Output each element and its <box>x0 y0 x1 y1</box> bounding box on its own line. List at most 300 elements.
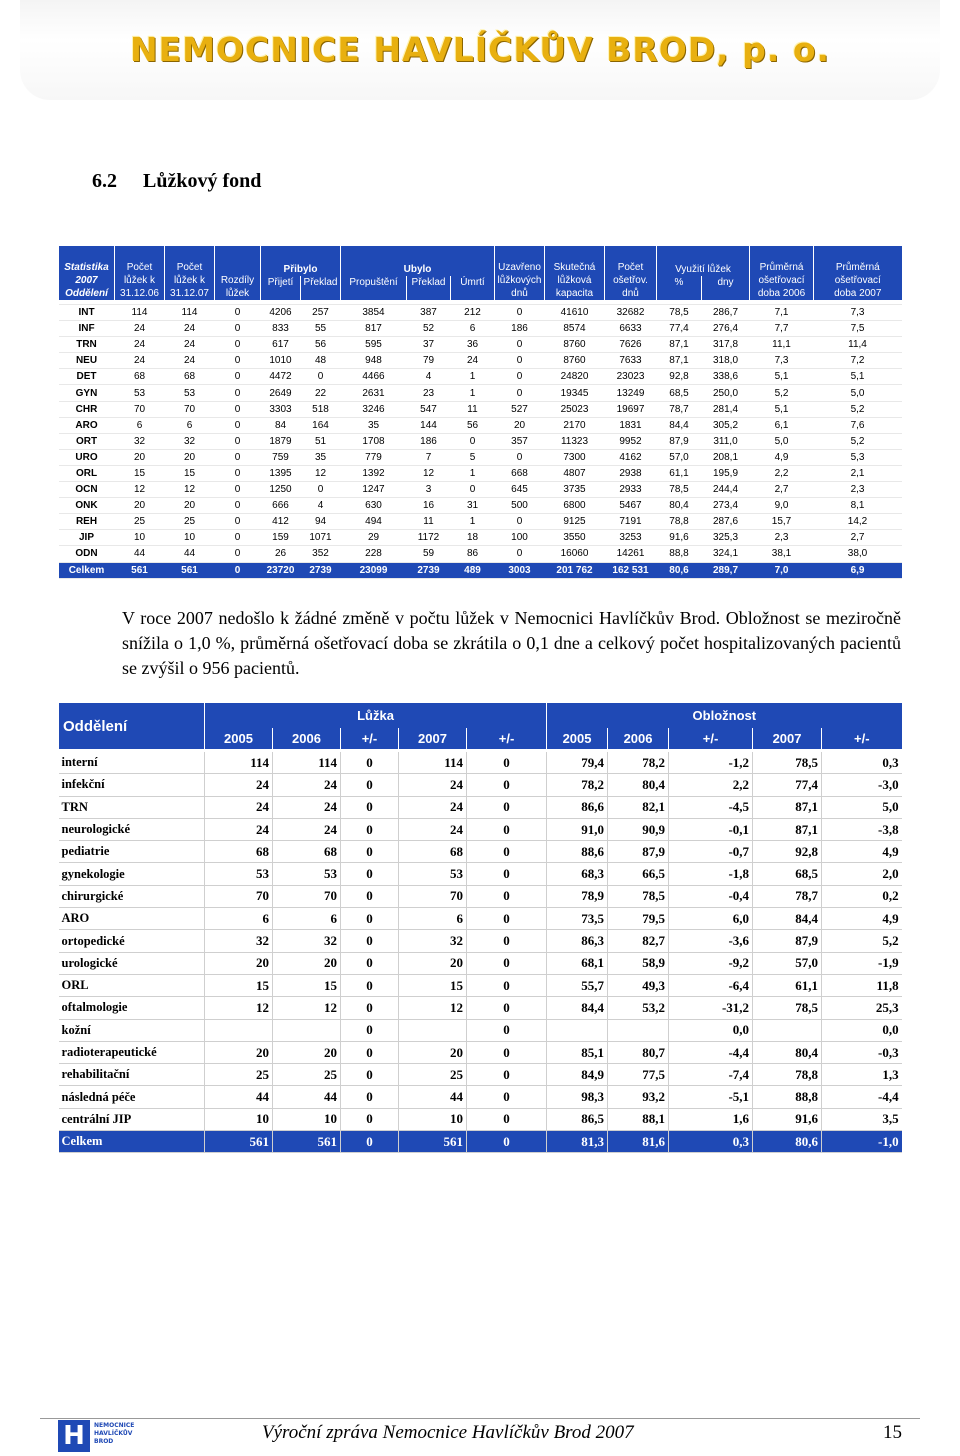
table-cell: 6 <box>273 908 341 930</box>
table-cell: 78,5 <box>753 752 822 774</box>
table-cell: 1395 <box>261 465 301 481</box>
table-cell: 56 <box>301 337 341 353</box>
table-cell: 90,9 <box>608 818 669 840</box>
table-row <box>59 1086 902 1108</box>
table-cell: 0 <box>215 369 261 385</box>
table-cell: 12 <box>115 482 165 498</box>
table-row <box>59 885 902 907</box>
table-cell: 24 <box>115 321 165 337</box>
table-cell: 2,1 <box>814 465 902 481</box>
table-cell: 77,4 <box>657 321 702 337</box>
table-cell: 19697 <box>605 401 657 417</box>
table-cell: 20 <box>165 449 215 465</box>
table-cell: 13249 <box>605 385 657 401</box>
table-cell: 88,1 <box>608 1108 669 1130</box>
hospital-logo-icon: H <box>58 1420 90 1452</box>
table-cell <box>547 1019 608 1041</box>
table-cell: 24 <box>115 337 165 353</box>
table-cell: 352 <box>301 546 341 562</box>
table-cell: 20 <box>205 952 273 974</box>
table-cell: 44 <box>205 1086 273 1108</box>
table-cell: 0 <box>467 1041 547 1063</box>
table-cell: 645 <box>495 482 545 498</box>
table-cell: 2938 <box>605 465 657 481</box>
table-cell: 38,0 <box>814 546 902 562</box>
table-cell: 78,7 <box>753 885 822 907</box>
table-cell: 8,1 <box>814 498 902 514</box>
th-skutecna-kapacita: Skutečná lůžková kapacita <box>545 246 605 300</box>
th-subheader: 2005 <box>547 728 608 749</box>
table-cell: 57,0 <box>753 952 822 974</box>
th-subheader: 2006 <box>608 728 669 749</box>
table-cell: 2,2 <box>669 774 753 796</box>
table-cell: 24 <box>273 796 341 818</box>
table-cell: 7,5 <box>814 321 902 337</box>
table-cell: 3 <box>407 482 451 498</box>
table-cell: 19345 <box>545 385 605 401</box>
table-cell: 195,9 <box>702 465 750 481</box>
table-cell: 25 <box>115 514 165 530</box>
table-cell: 779 <box>341 449 407 465</box>
table-cell: 6,0 <box>669 908 753 930</box>
th-propusteni: Propuštění <box>341 276 407 300</box>
table-cell: 7,3 <box>814 305 902 321</box>
table-cell: 84,4 <box>753 908 822 930</box>
table-cell: 2,7 <box>750 482 814 498</box>
row-label: rehabilitační <box>59 1064 205 1086</box>
table-cell: 23023 <box>605 369 657 385</box>
table-cell: 79 <box>407 353 451 369</box>
table-cell: 86 <box>451 546 495 562</box>
table-row <box>59 841 902 863</box>
table-cell: 91,0 <box>547 818 608 840</box>
table-cell: 32 <box>273 930 341 952</box>
table-cell <box>608 1019 669 1041</box>
table-cell: 561 <box>273 1131 341 1153</box>
table-cell: 0 <box>341 1041 399 1063</box>
table-row <box>59 930 902 952</box>
table-row <box>59 1064 902 1086</box>
table-cell: 0 <box>495 353 545 369</box>
th-subheader: +/- <box>341 728 399 749</box>
table-cell: 0 <box>215 465 261 481</box>
table-cell: 5 <box>451 449 495 465</box>
table-cell: 0 <box>467 818 547 840</box>
table-cell: 2,0 <box>822 863 902 885</box>
table-cell: 20 <box>205 1041 273 1063</box>
table-row <box>59 997 902 1019</box>
table-cell: 0 <box>341 974 399 996</box>
table-cell: 1247 <box>341 482 407 498</box>
table-cell: 0 <box>467 1131 547 1153</box>
table-cell: 311,0 <box>702 433 750 449</box>
table-cell: 3253 <box>605 530 657 546</box>
table-row <box>59 546 902 562</box>
table-cell: 58,9 <box>608 952 669 974</box>
table-cell: 38,1 <box>750 546 814 562</box>
table-cell: 7633 <box>605 353 657 369</box>
table-cell: 0 <box>215 562 261 578</box>
table-cell: 24 <box>205 796 273 818</box>
th-osetrovacich-dnu: Počet ošetřov. dnů <box>605 246 657 300</box>
th-oddeleni: Oddělení <box>59 703 205 749</box>
banner-title: NEMOCNICE HAVLÍČKŮV BROD, p. o. <box>129 30 831 69</box>
table-cell: 0 <box>215 546 261 562</box>
occupancy-table <box>58 703 901 1153</box>
table-cell: 10 <box>205 1108 273 1130</box>
table-cell: 9125 <box>545 514 605 530</box>
table-cell: 77,5 <box>608 1064 669 1086</box>
table-cell: 92,8 <box>753 841 822 863</box>
table-cell: 35 <box>301 449 341 465</box>
table-cell: 15,7 <box>750 514 814 530</box>
table-cell: 0,0 <box>669 1019 753 1041</box>
th-umrti: Úmrtí <box>451 276 495 300</box>
table-cell: 24 <box>399 774 467 796</box>
table-cell: 91,6 <box>657 530 702 546</box>
table-cell: 9952 <box>605 433 657 449</box>
table-cell: 80,4 <box>753 1041 822 1063</box>
table-cell: 44 <box>165 546 215 562</box>
table-cell: 0 <box>467 774 547 796</box>
table-cell: 20 <box>399 1041 467 1063</box>
table-cell: 20 <box>273 952 341 974</box>
table-cell: 0 <box>341 1064 399 1086</box>
table-cell: 2,3 <box>750 530 814 546</box>
table-cell: 51 <box>301 433 341 449</box>
table-cell: 68,5 <box>657 385 702 401</box>
table-cell: 0 <box>215 417 261 433</box>
row-label: TRN <box>59 796 205 818</box>
row-label: ORL <box>59 465 115 481</box>
table-cell: -1,9 <box>822 952 902 974</box>
table-cell: 86,5 <box>547 1108 608 1130</box>
table-cell: 0 <box>467 796 547 818</box>
th-subheader: 2007 <box>399 728 467 749</box>
table-cell <box>399 1019 467 1041</box>
table-cell: 0 <box>467 752 547 774</box>
table-cell: 32 <box>205 930 273 952</box>
table-cell: 0 <box>341 752 399 774</box>
table-cell: -4,5 <box>669 796 753 818</box>
table-cell: 12 <box>399 997 467 1019</box>
table-row <box>59 401 902 417</box>
table-cell: 53 <box>399 863 467 885</box>
table-cell: -0,4 <box>669 885 753 907</box>
table-cell: 24 <box>205 818 273 840</box>
table-cell: 0 <box>341 1108 399 1130</box>
table-cell: 7,3 <box>750 353 814 369</box>
table-cell: 24 <box>115 353 165 369</box>
table-cell: 0 <box>215 337 261 353</box>
th-prijeti: Přijetí <box>261 276 301 300</box>
table-cell: 4,9 <box>822 908 902 930</box>
table-cell: 2,2 <box>750 465 814 481</box>
table-cell: 289,7 <box>702 562 750 578</box>
table-cell: 87,1 <box>657 337 702 353</box>
row-label: Celkem <box>59 1131 205 1153</box>
table-cell: -5,1 <box>669 1086 753 1108</box>
table-cell: 11,1 <box>750 337 814 353</box>
table-cell: 412 <box>261 514 301 530</box>
hospital-logo-text: NEMOCNICE HAVLÍČKŮV BROD <box>94 1422 135 1445</box>
table-cell: -1,0 <box>822 1131 902 1153</box>
table-cell: 305,2 <box>702 417 750 433</box>
table-cell: 87,1 <box>753 818 822 840</box>
table-cell: 4162 <box>605 449 657 465</box>
row-label: pediatrie <box>59 841 205 863</box>
table-cell: 0 <box>341 1086 399 1108</box>
table-cell: -1,8 <box>669 863 753 885</box>
row-label: ARO <box>59 908 205 930</box>
table-cell: 0 <box>341 796 399 818</box>
table-cell: 6 <box>205 908 273 930</box>
table-cell: 0 <box>341 908 399 930</box>
table-cell: 1 <box>451 514 495 530</box>
table-row <box>59 498 902 514</box>
row-label: Celkem <box>59 562 115 578</box>
table-row <box>59 974 902 996</box>
table-cell: 0 <box>495 514 545 530</box>
row-label: NEU <box>59 353 115 369</box>
table-cell: 0 <box>467 1064 547 1086</box>
table-cell: 20 <box>495 417 545 433</box>
table-cell: 44 <box>115 546 165 562</box>
table-cell: 0 <box>341 997 399 1019</box>
table-cell: 2631 <box>341 385 407 401</box>
table-cell: -0,7 <box>669 841 753 863</box>
table-cell: 244,4 <box>702 482 750 498</box>
table-cell: 201 762 <box>545 562 605 578</box>
statistics-table <box>58 246 901 579</box>
table-cell: 0 <box>341 885 399 907</box>
table-cell: 25 <box>205 1064 273 1086</box>
table-row <box>59 465 902 481</box>
summary-paragraph <box>58 606 901 681</box>
table-cell: 0 <box>467 952 547 974</box>
row-label: interní <box>59 752 205 774</box>
table-cell: 2,3 <box>814 482 902 498</box>
table-cell: 29 <box>341 530 407 546</box>
table-cell: 0 <box>495 305 545 321</box>
table-cell: 0 <box>467 997 547 1019</box>
table-row <box>59 305 902 321</box>
table-cell: 6 <box>165 417 215 433</box>
table-cell: 186 <box>495 321 545 337</box>
table-cell: 144 <box>407 417 451 433</box>
table-row <box>59 353 902 369</box>
table-cell: 80,4 <box>657 498 702 514</box>
th-subheader: 2006 <box>273 728 341 749</box>
row-label: INT <box>59 305 115 321</box>
table-cell: 0 <box>341 930 399 952</box>
table-cell: 20 <box>115 498 165 514</box>
table-cell: 325,3 <box>702 530 750 546</box>
table-row <box>59 385 902 401</box>
table-cell: 0 <box>215 449 261 465</box>
table-cell: 53 <box>205 863 273 885</box>
table-cell: 3735 <box>545 482 605 498</box>
table-cell: -4,4 <box>822 1086 902 1108</box>
table-cell: 23099 <box>341 562 407 578</box>
row-label: ONK <box>59 498 115 514</box>
table-cell: 0 <box>451 433 495 449</box>
table-cell: 25 <box>399 1064 467 1086</box>
table-cell: 1 <box>451 369 495 385</box>
table-cell: 20 <box>273 1041 341 1063</box>
table-cell: 15 <box>115 465 165 481</box>
table-cell: 6 <box>451 321 495 337</box>
table-cell: 24 <box>165 353 215 369</box>
table-cell: 0 <box>467 841 547 863</box>
table-cell: 20 <box>399 952 467 974</box>
table-cell: 66,5 <box>608 863 669 885</box>
table-cell: 14,2 <box>814 514 902 530</box>
table-cell: 7191 <box>605 514 657 530</box>
table-cell: 10 <box>165 530 215 546</box>
table-cell: 5467 <box>605 498 657 514</box>
table-cell: -3,6 <box>669 930 753 952</box>
header-banner <box>20 0 940 100</box>
table-row <box>59 433 902 449</box>
table-cell: 4206 <box>261 305 301 321</box>
table-cell: 6,9 <box>814 562 902 578</box>
table-cell: 6800 <box>545 498 605 514</box>
table-cell: 0 <box>215 385 261 401</box>
table-cell: 41610 <box>545 305 605 321</box>
table-row <box>59 1041 902 1063</box>
table-cell: 833 <box>261 321 301 337</box>
table-cell: 68 <box>115 369 165 385</box>
table-row <box>59 417 902 433</box>
table-cell: 317,8 <box>702 337 750 353</box>
table-cell: 0 <box>467 908 547 930</box>
table-cell: 617 <box>261 337 301 353</box>
table-cell <box>753 1019 822 1041</box>
table-cell: 87,9 <box>753 930 822 952</box>
table-cell: 1392 <box>341 465 407 481</box>
table-cell: 4472 <box>261 369 301 385</box>
table-cell: 5,0 <box>822 796 902 818</box>
table-cell: -7,4 <box>669 1064 753 1086</box>
table-cell: 3303 <box>261 401 301 417</box>
table-cell: 24 <box>399 796 467 818</box>
table-cell: 0 <box>341 1019 399 1041</box>
table-cell: 11323 <box>545 433 605 449</box>
table-cell: 98,3 <box>547 1086 608 1108</box>
table-cell: 32682 <box>605 305 657 321</box>
table-cell: 5,0 <box>750 433 814 449</box>
table-cell: 12 <box>205 997 273 1019</box>
table-cell: 5,1 <box>750 401 814 417</box>
table-cell: 61,1 <box>753 974 822 996</box>
table-cell: 0 <box>467 930 547 952</box>
table-cell: 15 <box>399 974 467 996</box>
table-cell: 70 <box>273 885 341 907</box>
table-cell: 94 <box>301 514 341 530</box>
table-cell: 1250 <box>261 482 301 498</box>
row-label: neurologické <box>59 818 205 840</box>
table-cell: 11 <box>451 401 495 417</box>
row-label: DET <box>59 369 115 385</box>
table-cell: 0,3 <box>669 1131 753 1153</box>
table-cell: 68 <box>205 841 273 863</box>
table-cell: 24 <box>451 353 495 369</box>
table-cell: 78,2 <box>608 752 669 774</box>
table-cell: 1 <box>451 465 495 481</box>
th-pocet-2006: Počet lůžek k 31.12.06 <box>115 246 165 300</box>
table-cell: 78,5 <box>753 997 822 1019</box>
th-subheader: 2005 <box>205 728 273 749</box>
table-cell: 948 <box>341 353 407 369</box>
table-cell: 286,7 <box>702 305 750 321</box>
table-cell: 257 <box>301 305 341 321</box>
table-cell: 3,5 <box>822 1108 902 1130</box>
table-row <box>59 752 902 774</box>
table-cell: 32 <box>115 433 165 449</box>
table-row <box>59 1019 902 1041</box>
table-row <box>59 337 902 353</box>
row-label: GYN <box>59 385 115 401</box>
th-dny: dny <box>702 276 750 300</box>
table-cell: 0 <box>495 449 545 465</box>
table-cell: 2170 <box>545 417 605 433</box>
table-cell: 287,6 <box>702 514 750 530</box>
table-row <box>59 321 902 337</box>
row-label: ARO <box>59 417 115 433</box>
section-number: 6.2 <box>92 170 117 192</box>
table-cell: 0 <box>451 482 495 498</box>
table-cell: 44 <box>399 1086 467 1108</box>
table-cell: 48 <box>301 353 341 369</box>
table-cell: 53 <box>273 863 341 885</box>
table-cell: 0 <box>215 321 261 337</box>
table-cell: 1010 <box>261 353 301 369</box>
table-cell: 84,4 <box>657 417 702 433</box>
table-cell: 1,3 <box>822 1064 902 1086</box>
table-cell: 18 <box>451 530 495 546</box>
th-preklad-in: Překlad <box>301 276 341 300</box>
table-row <box>59 530 902 546</box>
page-number: 15 <box>883 1422 902 1443</box>
table-cell: 87,1 <box>657 353 702 369</box>
table-cell: 16 <box>407 498 451 514</box>
table-cell: 80,7 <box>608 1041 669 1063</box>
table-cell: 78,8 <box>657 514 702 530</box>
table-cell: 114 <box>273 752 341 774</box>
table-cell: 26 <box>261 546 301 562</box>
table-cell: 70 <box>399 885 467 907</box>
table-cell: 68 <box>399 841 467 863</box>
table-cell: 4 <box>301 498 341 514</box>
table-cell: 100 <box>495 530 545 546</box>
table-cell: 6 <box>115 417 165 433</box>
table-cell: 10 <box>115 530 165 546</box>
table-cell: 68 <box>273 841 341 863</box>
table-cell: 16060 <box>545 546 605 562</box>
table-cell: 3854 <box>341 305 407 321</box>
table-cell: 79,5 <box>608 908 669 930</box>
table-cell: 81,3 <box>547 1131 608 1153</box>
table-cell: 12 <box>407 465 451 481</box>
table-cell: 1 <box>451 385 495 401</box>
table-cell: 0 <box>495 369 545 385</box>
row-label: ORT <box>59 433 115 449</box>
table-cell: 7,6 <box>814 417 902 433</box>
table-cell: 2739 <box>301 562 341 578</box>
table-cell: 5,0 <box>814 385 902 401</box>
table-cell: 59 <box>407 546 451 562</box>
